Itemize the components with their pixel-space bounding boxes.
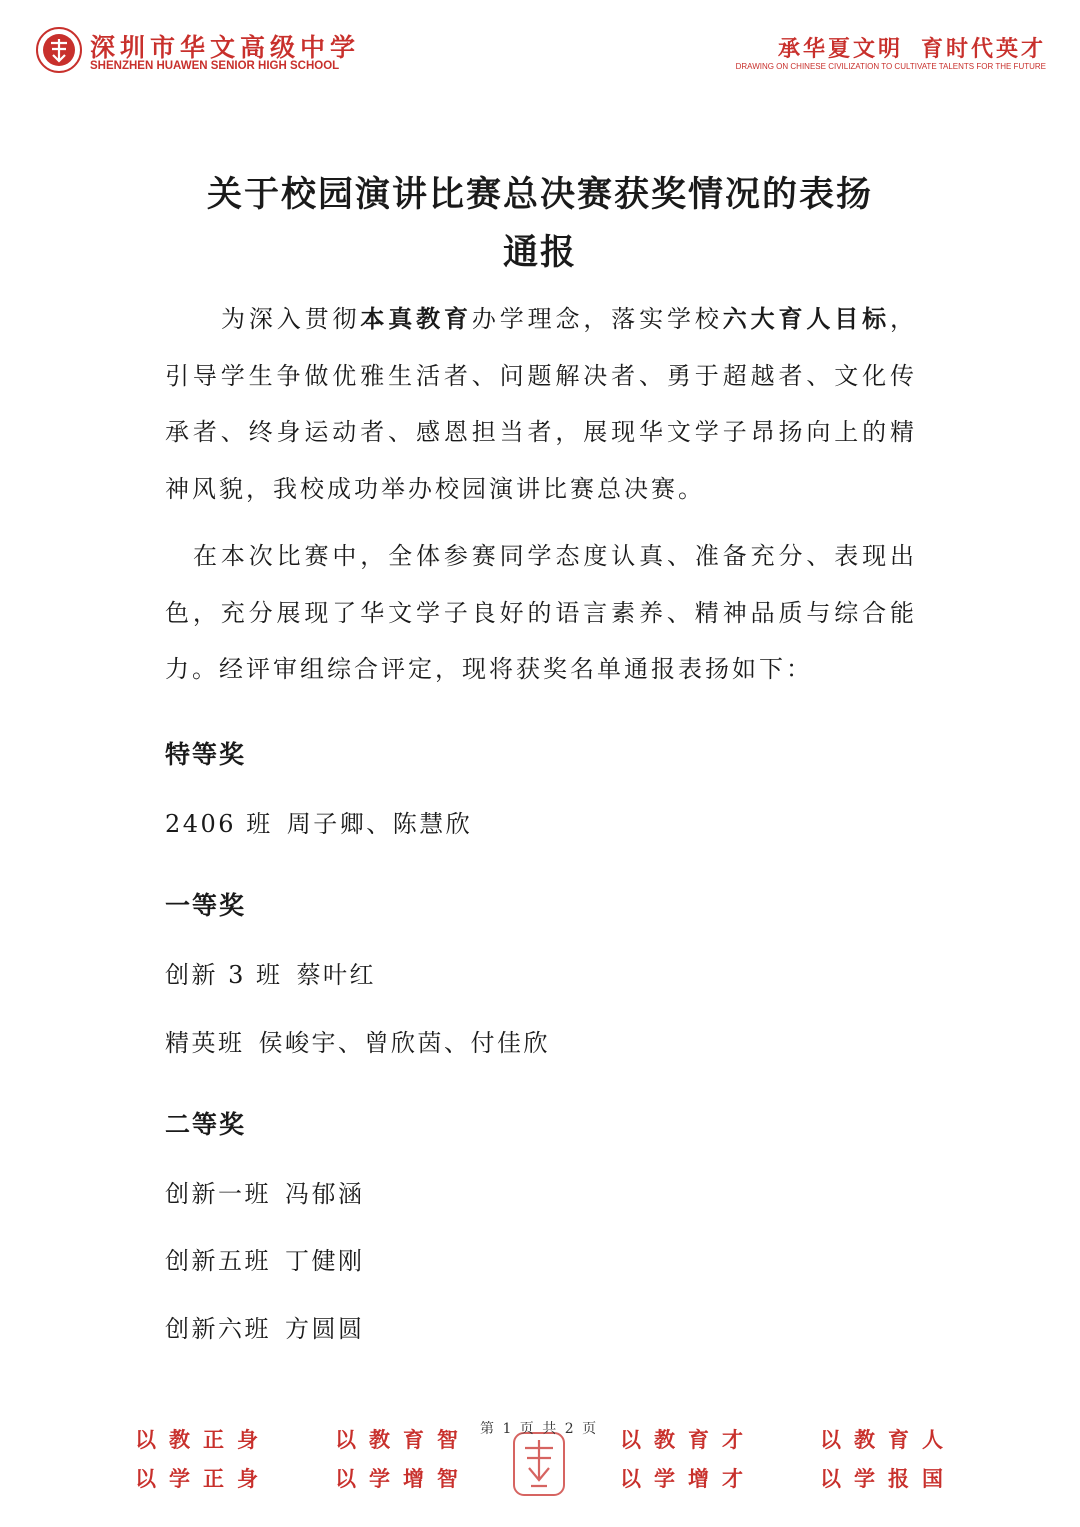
result-paragraph: 在本次比赛中，全体参赛同学态度认真、准备充分、表现出色，充分展现了华文学子良好的语言素养、精神品质与综合能力。经评审组综合评定，现将获奖名单通报表扬如下：: [165, 542, 917, 683]
award-heading-special: 特等奖: [165, 740, 247, 769]
entry-class: 创新 3 班: [165, 961, 283, 989]
school-name-en: SHENZHEN HUAWEN SENIOR HIGH SCHOOL: [90, 60, 340, 72]
motto-top: 以教育才: [620, 1427, 756, 1452]
intro-paragraph: [165, 291, 917, 517]
slogan-part-1: 承华夏文明: [777, 36, 903, 62]
entry-students: 蔡叶红: [296, 961, 377, 989]
entry-class: 精英班: [165, 1029, 245, 1057]
footer-motto-2: [335, 1420, 471, 1498]
motto-bottom: 以学正身: [135, 1466, 271, 1491]
entry-students: 冯郁涵: [285, 1180, 365, 1208]
award-entry: [165, 1309, 365, 1344]
title-line-2: 通报: [502, 232, 577, 273]
para1-bold-1: 本真教育: [360, 304, 472, 333]
motto-bottom: 以学增智: [335, 1466, 471, 1491]
para1-bold-2: 六大育人目标: [722, 304, 890, 333]
award-entry: [165, 1241, 365, 1276]
school-logo-icon: [36, 27, 82, 73]
para1-text-3: ，引导学生争做优雅生活者、问题解决者、勇于超越者、文化传承者、终身运动者、感恩担当者，展现华文学子昂扬向上的精神风貌，我校成功举办校园演讲比赛总决赛。: [165, 305, 917, 503]
entry-class: 创新一班: [165, 1180, 271, 1208]
school-slogan-en: DRAWING ON CHINESE CIVILIZATION TO CULTIVATE TALENTS FOR THE FUTURE: [735, 62, 1046, 71]
page-indicator: 第 1 页 共 2 页: [480, 1421, 599, 1437]
footer-motto-3: [620, 1420, 756, 1498]
motto-top: 以教育智: [335, 1427, 471, 1452]
footer-motto-4: [820, 1420, 956, 1498]
entry-students: 侯峻宇、曾欣茵、付佳欣: [258, 1029, 550, 1057]
title-line-1: 关于校园演讲比赛总决赛获奖情况的表扬: [206, 174, 873, 215]
motto-top: 以教育人: [820, 1427, 956, 1452]
slogan-part-2: 育时代英才: [920, 36, 1046, 62]
entry-class: 2406 班: [165, 810, 273, 838]
school-name-cn: 深圳市华文高级中学: [90, 33, 361, 62]
school-seal-icon: [511, 1430, 567, 1498]
entry-class: 创新六班: [165, 1315, 271, 1343]
para1-text-2: 办学理念，落实学校: [471, 305, 723, 333]
entry-class: 创新五班: [165, 1247, 271, 1275]
entry-students: 方圆圆: [285, 1315, 365, 1343]
award-heading-first: 一等奖: [165, 891, 247, 920]
motto-bottom: 以学增才: [620, 1466, 756, 1491]
page-header: [0, 0, 1080, 100]
award-entry: [165, 1174, 365, 1209]
motto-top: 以教正身: [135, 1427, 271, 1452]
para1-text-1: 为深入贯彻: [221, 305, 361, 333]
award-entry: [165, 955, 376, 990]
award-heading-second: 二等奖: [165, 1110, 247, 1139]
award-entry: [165, 804, 472, 839]
entry-students: 周子卿、陈慧欣: [286, 810, 473, 838]
award-entry: [165, 1023, 550, 1058]
document-title: [120, 166, 960, 282]
footer-motto-1: [135, 1420, 271, 1498]
entry-students: 丁健刚: [285, 1247, 365, 1275]
school-slogan-cn: [778, 32, 1046, 63]
motto-bottom: 以学报国: [820, 1466, 956, 1491]
